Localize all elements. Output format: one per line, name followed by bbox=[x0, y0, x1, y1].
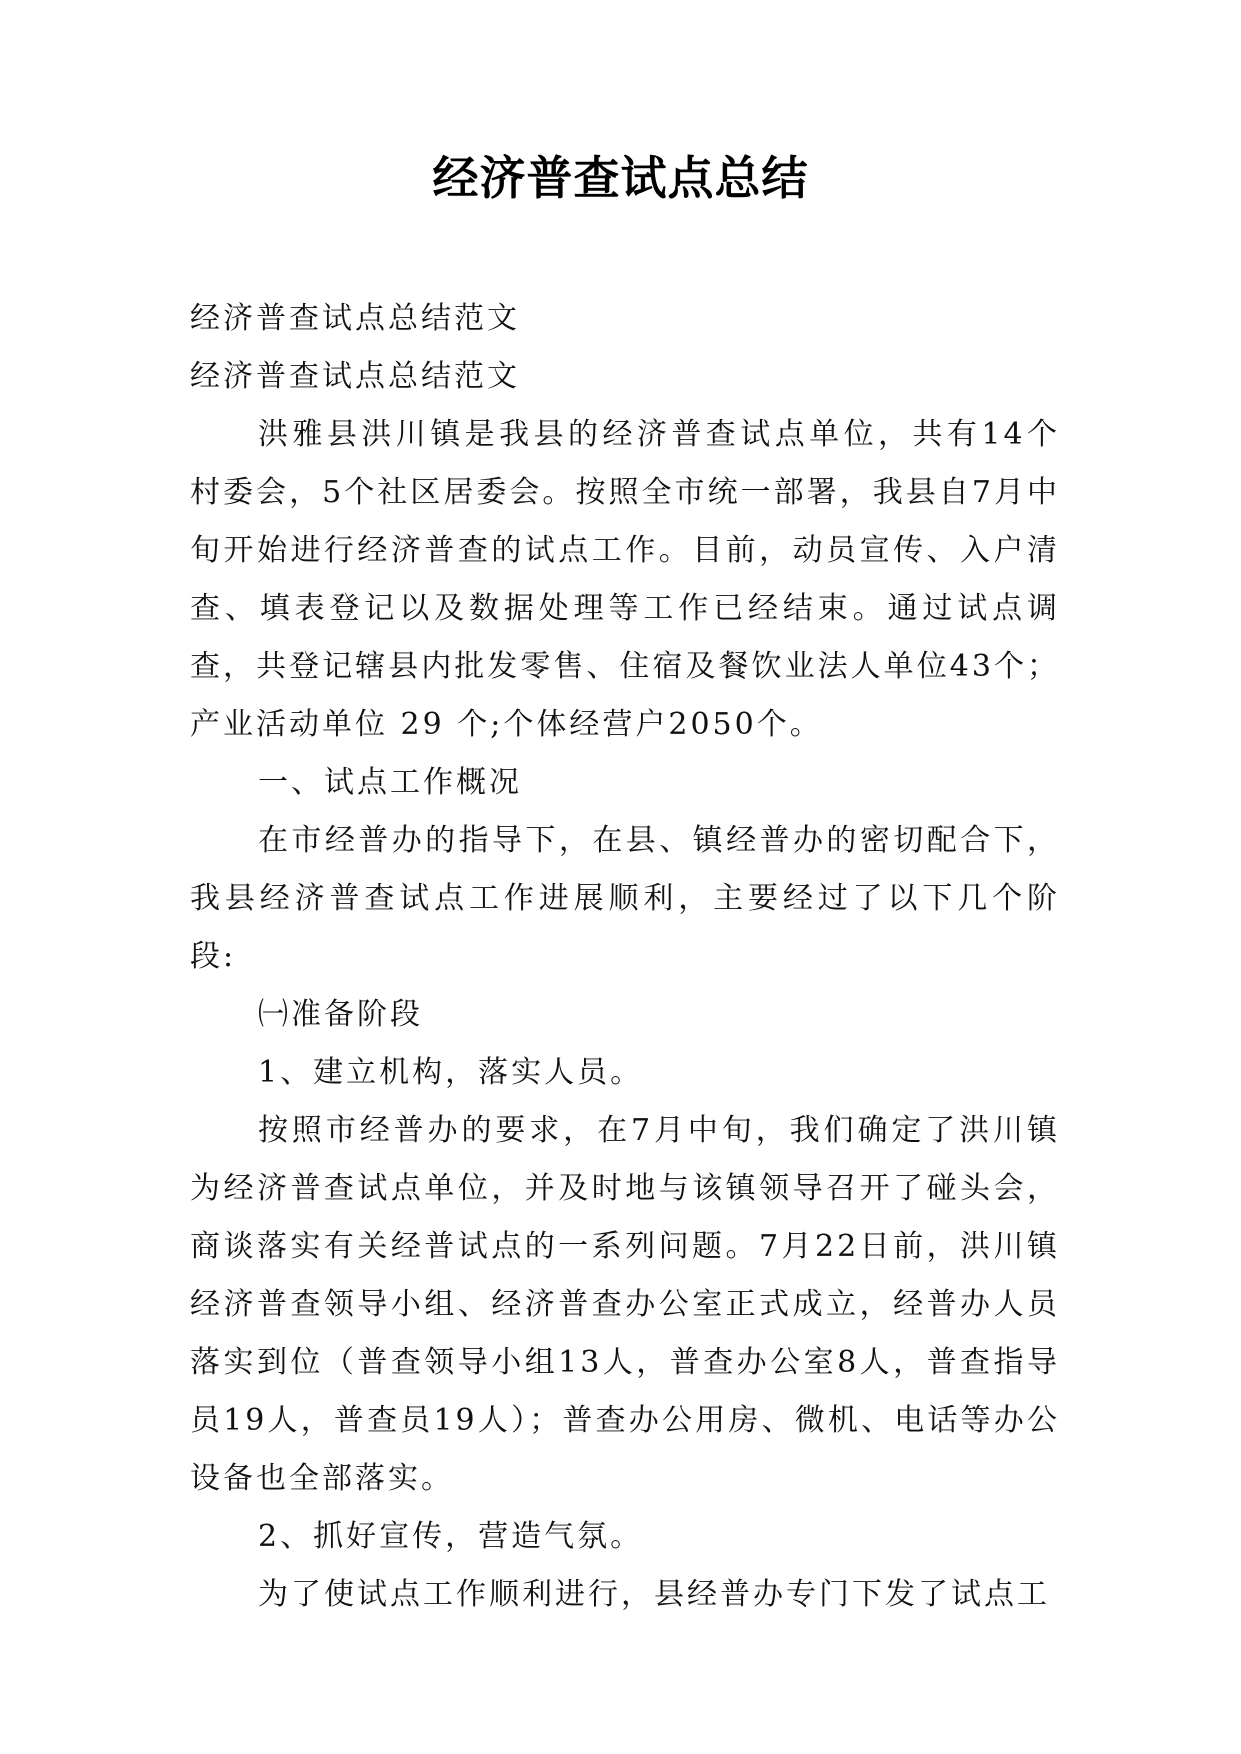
paragraph: 经济普查试点总结范文 bbox=[190, 359, 520, 394]
paragraph: 为了使试点工作顺利进行，县经普办专门下发了试点工 bbox=[258, 1577, 1050, 1612]
item-heading: 1、建立机构，落实人员。 bbox=[258, 1055, 644, 1090]
paragraph: 在市经普办的指导下，在县、镇经普办的密切配合下，我县经济普查试点工作进展顺利，主要经过了以下几个阶段: bbox=[190, 823, 1060, 974]
section-heading: 一、试点工作概况 bbox=[258, 765, 522, 800]
paragraph: 经济普查试点总结范文 bbox=[190, 301, 520, 336]
paragraph: 洪雅县洪川镇是我县的经济普查试点单位，共有14个村委会，5个社区居委会。按照全市统一部署，我县自7月中旬开始进行经济普查的试点工作。目前，动员宣传、入户清查、填表登记以及数据处理等工作已经结束。通过试点调查，共登记辖县内批发零售、住宿及餐饮业法人单位43个；产业活动单位 29 个;个体经营户2050个。 bbox=[190, 417, 1060, 742]
paragraph: 按照市经普办的要求，在7月中旬，我们确定了洪川镇为经济普查试点单位，并及时地与该镇领导召开了碰头会，商谈落实有关经普试点的一系列问题。7月22日前，洪川镇经济普查领导小组、经济普查办公室正式成立，经普办人员落实到位（普查领导小组13人，普查办公室8人，普查指导员19人，普查员19人）；普查办公用房、微机、电话等办公设备也全部落实。 bbox=[190, 1113, 1060, 1496]
item-heading: 2、抓好宣传，营造气氛。 bbox=[258, 1519, 644, 1554]
document-body bbox=[190, 290, 1060, 1624]
document-title: 经济普查试点总结 bbox=[432, 151, 809, 205]
subsection-heading: ㈠准备阶段 bbox=[258, 997, 423, 1032]
